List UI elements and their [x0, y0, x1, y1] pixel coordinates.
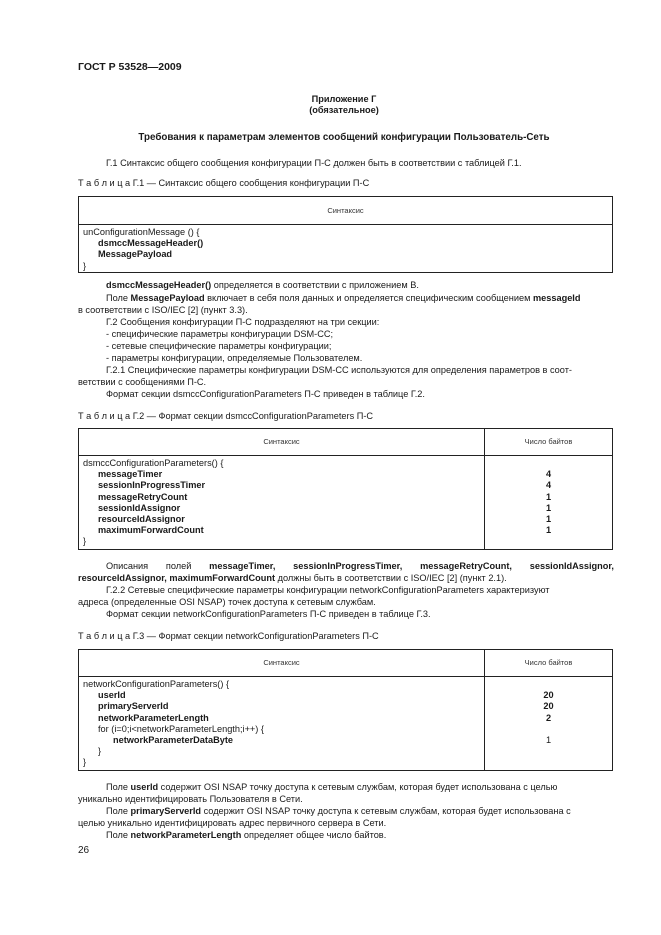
column-header: Синтаксис — [79, 429, 485, 456]
field-name: sessionInProgressTimer — [98, 480, 206, 491]
byte-count — [485, 757, 612, 768]
byte-count: 1 — [545, 513, 552, 524]
code-line: } — [83, 757, 87, 768]
byte-count: 1 — [545, 734, 552, 745]
field-name: resourceIdAssignor — [98, 513, 185, 524]
paragraph: Г.2 Сообщения конфигурации П-С подразделяют на три секции: — [106, 317, 380, 327]
page-number: 26 — [78, 845, 90, 856]
table-caption: Т а б л и ц а Г.1 — Синтаксис общего сообщения конфигурации П-С — [78, 178, 370, 188]
field-name: messageTimer — [98, 469, 163, 480]
code-line: dsmccConfigurationParameters() { — [83, 458, 224, 468]
list-item: - параметры конфигурации, определяемые Пользователем. — [106, 353, 363, 363]
column-header: Синтаксис — [79, 197, 613, 225]
paragraph: в соответствии с ISO/IEC [2] (пункт 3.3). — [78, 305, 248, 315]
syntax-table-1 — [78, 196, 613, 273]
paragraph: Формат секции networkConfigurationParameters П-С приведен в таблице Г.3. — [106, 609, 431, 619]
byte-count — [485, 679, 612, 690]
code-line: } — [83, 260, 87, 271]
code-line: networkConfigurationParameters() { — [83, 679, 230, 689]
byte-count: 2 — [545, 712, 552, 723]
paragraph: Г.2.2 Сетевые специфические параметры конфигурации networkConfigurationParameters характеризуют — [106, 585, 550, 595]
code-line: dsmccMessageHeader() — [98, 238, 204, 249]
code-line: } — [98, 746, 102, 757]
code-line: MessagePayload — [98, 249, 173, 260]
byte-count — [485, 746, 612, 757]
paragraph: Описания полей messageTimer, sessionInProgressTimer, messageRetryCount, sessionIdAssignor, — [106, 561, 614, 571]
byte-count: 1 — [545, 525, 552, 536]
appendix-title: Приложение Г — [311, 94, 377, 104]
table-caption: Т а б л и ц а Г.3 — Формат секции networkConfigurationParameters П-С — [78, 631, 379, 641]
byte-count: 20 — [543, 690, 554, 701]
paragraph: целью уникально идентифицировать адрес первичного сервера в Сети. — [78, 818, 387, 828]
paragraph: Формат секции dsmccConfigurationParameters П-С приведен в таблице Г.2. — [106, 389, 425, 399]
list-item: - сетевые специфические параметры конфигурации; — [106, 341, 332, 351]
syntax-table-3 — [78, 649, 613, 771]
byte-count — [485, 724, 612, 735]
byte-count: 1 — [545, 491, 552, 502]
field-name: maximumForwardCount — [98, 525, 204, 536]
column-header: Число байтов — [485, 429, 613, 456]
standard-number: ГОСТ Р 53528—2009 — [78, 61, 182, 73]
field-name: networkParameterLength — [98, 712, 209, 723]
byte-count: 20 — [543, 701, 554, 712]
paragraph: resourceIdAssignor, maximumForwardCount должны быть в соответствии с ISO/IEC [2] (пункт 2.1). — [78, 573, 507, 583]
paragraph: уникально идентифицировать Пользователя в Сети. — [78, 794, 303, 804]
paragraph: Поле networkParameterLength определяет общее число байтов. — [106, 830, 387, 840]
field-name: primaryServerId — [98, 701, 169, 712]
appendix-subtitle: (обязательное) — [309, 105, 379, 115]
code-line: unConfigurationMessage () { — [83, 227, 200, 237]
field-name: messageRetryCount — [98, 491, 188, 502]
paragraph: Поле primaryServerId содержит OSI NSAP точку доступа к сетевым службам, которая будет использована с — [106, 806, 571, 816]
byte-count: 4 — [545, 469, 552, 480]
table-caption: Т а б л и ц а Г.2 — Формат секции dsmccConfigurationParameters П-С — [78, 411, 374, 421]
field-name: userId — [98, 690, 126, 701]
field-name: sessionIdAssignor — [98, 502, 181, 513]
paragraph: Поле userId содержит OSI NSAP точку доступа к сетевым службам, которая будет использована с целью — [106, 782, 558, 792]
byte-count: 4 — [545, 480, 552, 491]
paragraph: ветствии с сообщениями П-С. — [78, 377, 207, 387]
column-header: Число байтов — [485, 650, 613, 677]
code-line: } — [83, 536, 87, 547]
paragraph: Г.2.1 Специфические параметры конфигурации DSM-CC используются для определения параметров в соот- — [106, 365, 572, 375]
paragraph: dsmccMessageHeader() определяется в соответствии с приложением В. — [106, 280, 419, 290]
syntax-table-2 — [78, 428, 613, 550]
list-item: - специфические параметры конфигурации DSM-CC; — [106, 329, 334, 339]
paragraph: Поле MessagePayload включает в себя поля данных и определяется специфическим сообщением messageId — [106, 293, 581, 303]
section-heading: Требования к параметрам элементов сообщений конфигурации Пользователь-Сеть — [138, 132, 550, 143]
field-name: networkParameterDataByte — [113, 734, 233, 745]
code-line: for (i=0;i<networkParameterLength;i++) { — [98, 723, 264, 734]
paragraph: адреса (определенные OSI NSAP) точек доступа к сетевым службам. — [78, 597, 376, 607]
paragraph: Г.1 Синтаксис общего сообщения конфигурации П-С должен быть в соответствии с таблицей Г.1. — [106, 158, 522, 168]
column-header: Синтаксис — [79, 650, 485, 677]
byte-count: 1 — [545, 502, 552, 513]
